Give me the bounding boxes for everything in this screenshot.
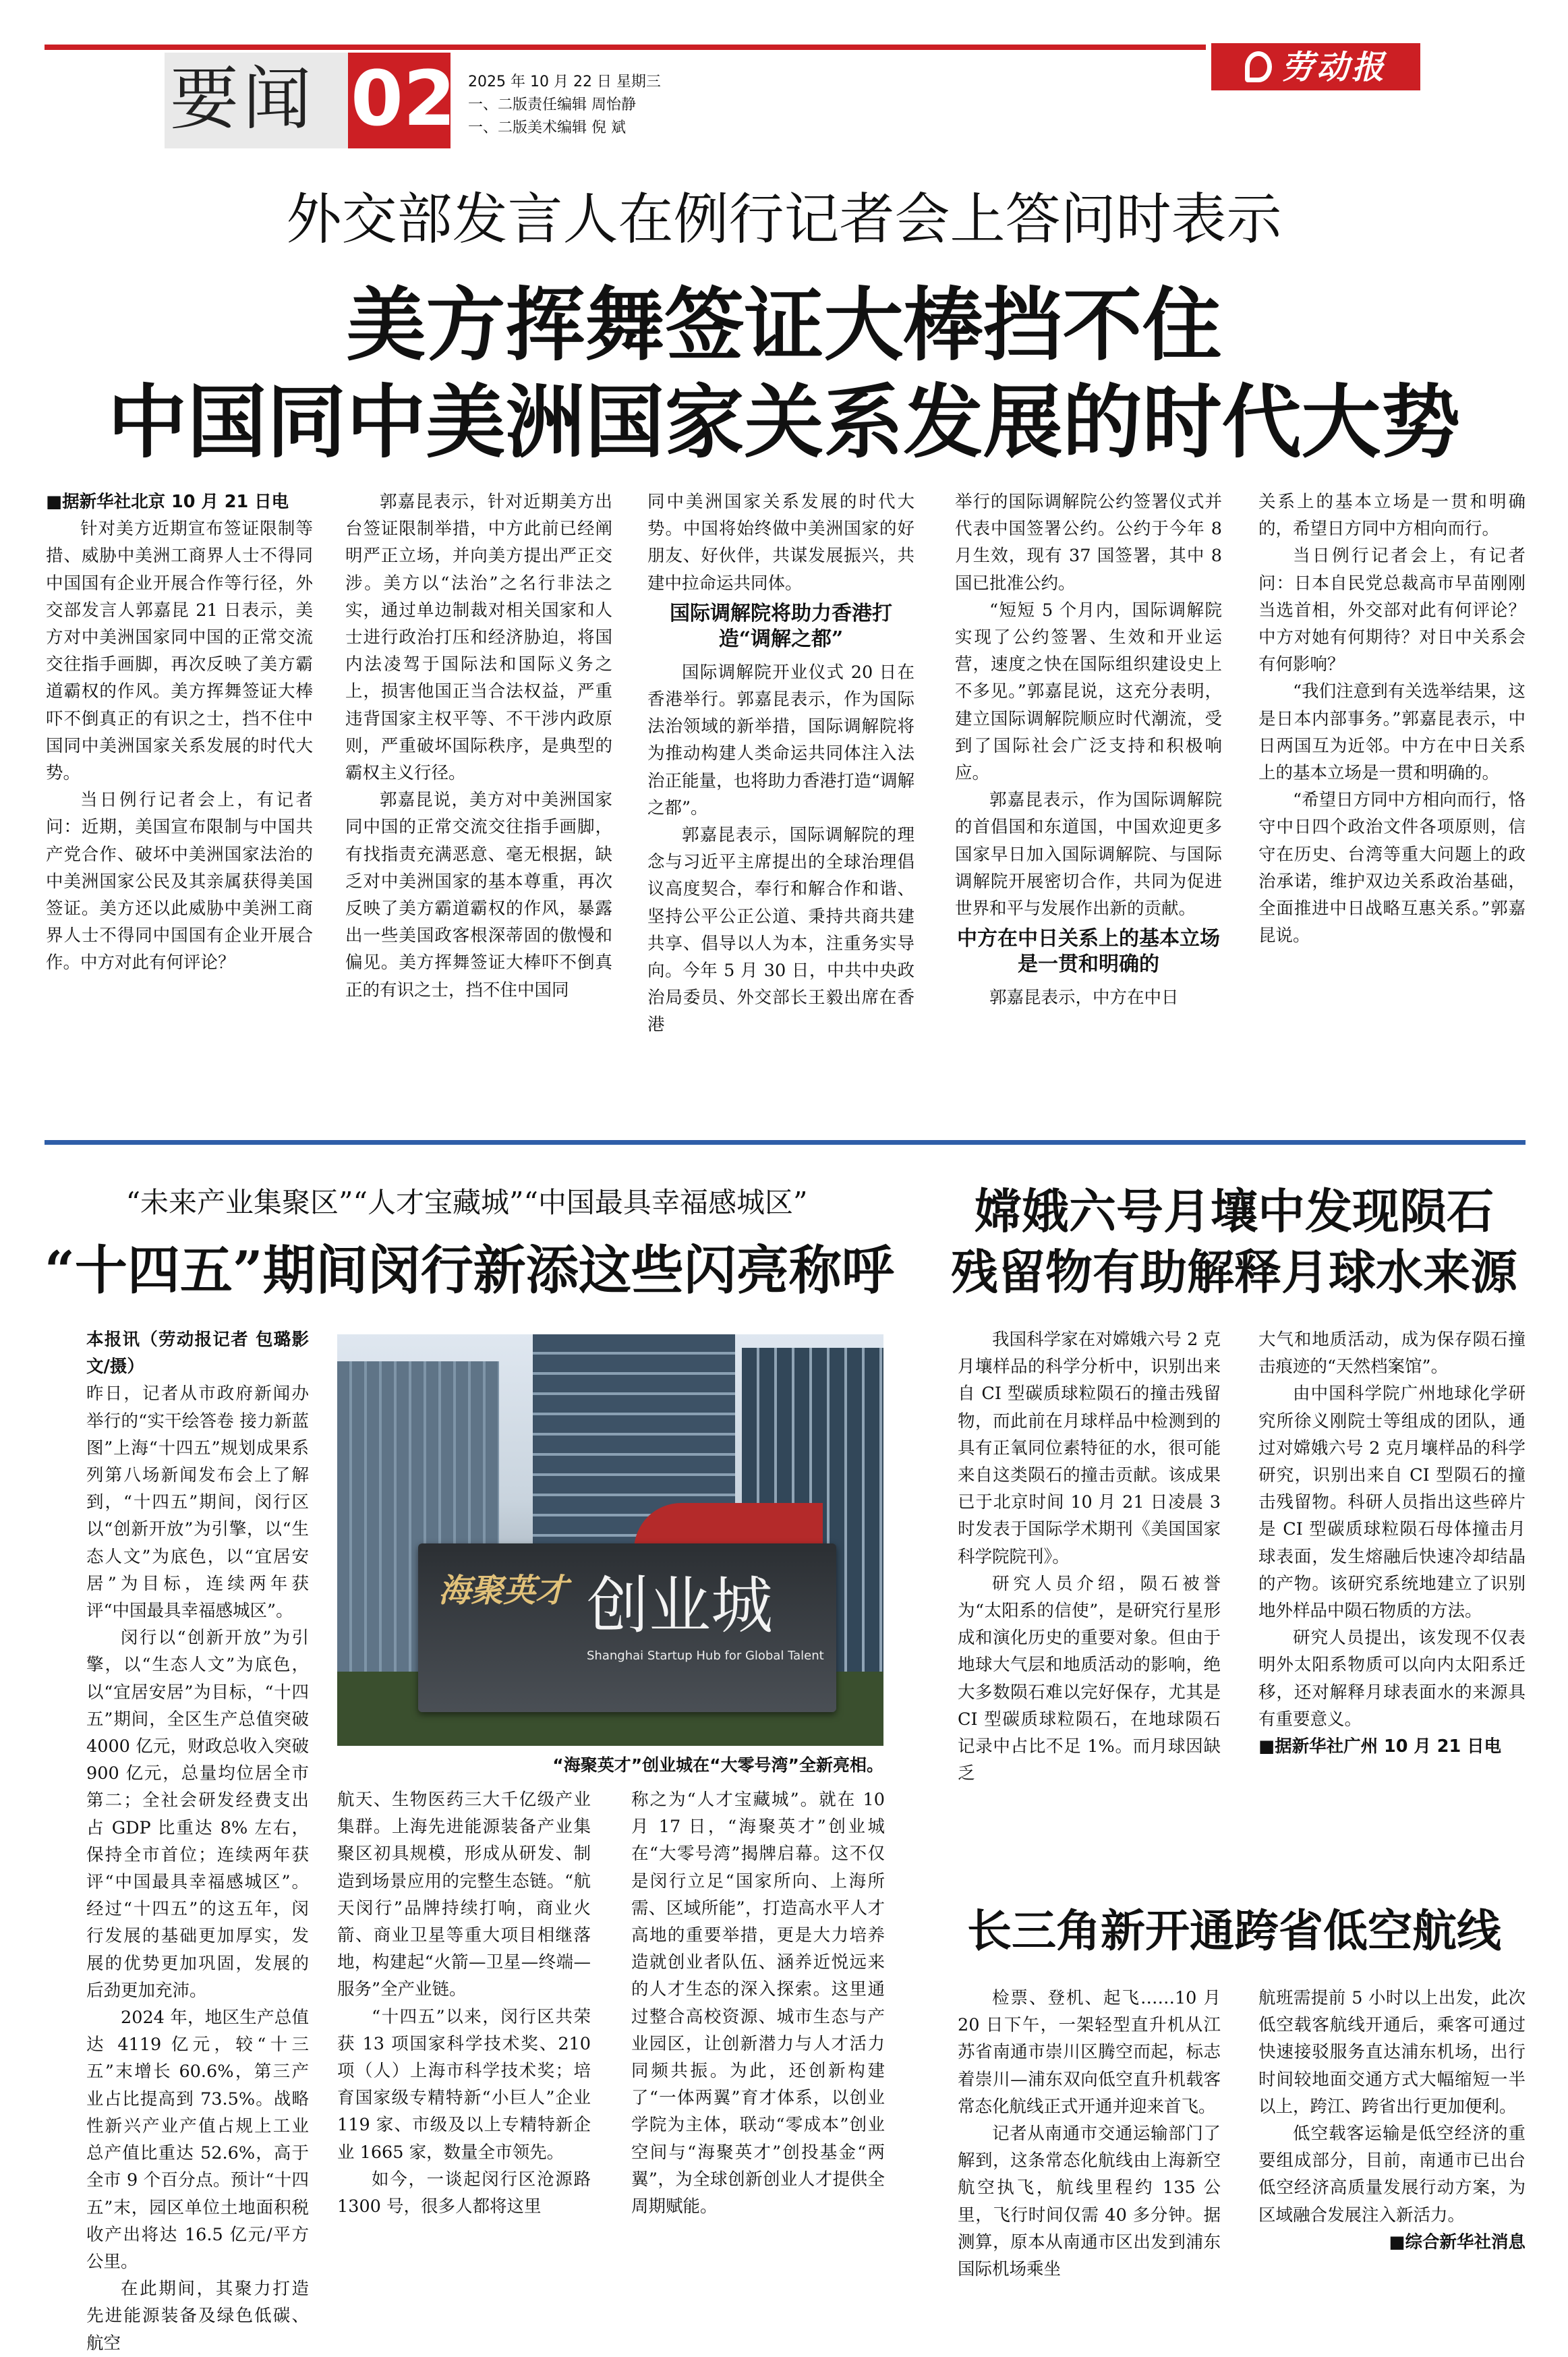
paragraph: 郭嘉昆表示，中方在中日 [989,988,1179,1009]
section-divider [45,1140,1526,1145]
paragraph: 郭嘉昆表示，针对近期美方出台签证限制举措，中方此前已经阐明严正立场，并向美方提出严正交涉。美方以“法治”之名行非法之实，通过单边制裁对相关国家和人士进行政治打压和经济胁迫，将国内法凌驾于国际法和国际义务之上，损害他国正当合法权益，严重违背国家主权平等、不干涉内政原则，严重破坏国际秩序，是典型的霸权主义行径。 [345,492,612,784]
sign-text-en: Shanghai Startup Hub for Global Talent [587,1649,824,1663]
paragraph: “短短 5 个月内，国际调解院实现了公约签署、生效和开业运营，速度之快在国际组织建设史上不多见。”郭嘉昆说，这充分表明，建立国际调解院顺应时代潮流，受到了国际社会广泛支持和积极响应。 [955,600,1222,784]
lead-headline-1: 美方挥舞签证大棒挡不住 [346,278,1222,372]
story2-kicker: “未来产业集聚区”“人才宝藏城”“中国最具幸福感城区” [125,1186,808,1219]
lead-headline-2: 中国同中美洲国家关系发展的时代大势 [107,375,1461,469]
paragraph: 低空载客运输是低空经济的重要组成部分，目前，南通市已出台低空经济高质量发展行动方案，为区域融合发展注入新活力。 [1258,2124,1526,2225]
subheading: 中方在中日关系上的基本立场是一贯和明确的 [957,927,1220,977]
page-number: 02 [351,55,456,143]
paragraph: 大气和地质活动，成为保存陨石撞击痕迹的“天然档案馆”。 [1258,1330,1526,1378]
paragraph: “希望日方同中方相向而行，恪守中日四个政治文件各项原则，信守在历史、台湾等重大问题上的政治承诺，维护双边关系政治基础，全面推进中日战略互惠关系。”郭嘉昆说。 [1258,790,1526,946]
lead-col-2 [345,488,612,1096]
sign-text-cn: 海聚英才 [438,1572,569,1610]
story2-col-2 [337,1786,591,2298]
story2-col-1 [86,1326,309,2354]
lead-col-3 [647,488,914,1096]
paragraph: 我国科学家在对嫦娥六号 2 克月壤样品的科学分析中，识别出来自 CI 型碳质球粒陨石的撞击残留物，而此前在月球样品中检测到的具有正氧同位素特征的水，很可能来自这类陨石的撞击贡献。该成果已于北京时间 10 月 21 日凌晨 3 时发表于国际学术期刊《美国国家科学院院刊》。 [958,1330,1221,1567]
paragraph: 同中美洲国家关系发展的时代大势。中国将始终做中美洲国家的好朋友、好伙伴，共谋发展振兴，共建中拉命运共同体。 [647,492,914,594]
issue-date: 2025 年 10 月 22 日 星期三 [468,74,661,90]
paragraph: 针对美方近期宣布签证限制等措、威胁中美洲工商界人士不得同中国国有企业开展合作等行径，外交部发言人郭嘉昆 21 日表示，美方对中美洲国家同中国的正常交流交往指手画脚，再次反映了美方霸道霸权的作风。美方挥舞签证大棒吓不倒真正的有识之士，挡不住中国同中美洲国家关系发展的时代大势。 [46,519,313,784]
paragraph: 研究人员提出，该发现不仅表明外太阳系物质可以向内太阳系迁移，还对解释月球表面水的来源具有重要意义。 [1258,1628,1526,1730]
lead-col-4 [955,488,1222,1096]
paragraph: “十四五”以来，闵行区共荣获 13 项国家科学技术奖、210 项（人）上海市科学技术奖；培育国家级专精特新“小巨人”企业 119 家、市级及以上专精特新企业 1665 家，数量全市领先。 [337,2006,591,2163]
source-credit: ■综合新华社消息 [1389,2232,1526,2252]
paragraph: 国际调解院开业仪式 20 日在香港举行。郭嘉昆表示，作为国际法治领域的新举措，国际调解院将为推动构建人类命运共同体注入法治正能量，也将助力香港打造“调解之都”。 [647,662,914,818]
paragraph: 航天、生物医药三大千亿级产业集群。上海先进能源装备产业集聚区初具规模，形成从研发、制造到场景应用的完整生态链。“航天闵行”品牌持续打响，商业火箭、商业卫星等重大项目相继落地，构建起“火箭—卫星—终端—服务”全产业链。 [337,1790,591,2000]
story2-col-3 [631,1786,885,2298]
paragraph: 记者从南通市交通运输部门了解到，这条常态化航线由上海新空航空执飞，航线里程约 135 公里，飞行时间仅需 40 多分钟。据测算，原本从南通市区出发到浦东国际机场乘坐 [958,2124,1221,2280]
story3-headline-2: 残留物有助解释月球水来源 [951,1244,1517,1300]
dateline: ■据新华社广州 10 月 21 日电 [1258,1736,1502,1757]
paragraph: 昨日，记者从市政府新闻办举行的“实干绘答卷 接力新蓝图”上海“十四五”规划成果系列第八场新闻发布会上了解到，“十四五”期间，闵行区以“创新开放”为引擎，以“生态人文”为底色，以“宜居安居”为目标，连续两年获评“中国最具幸福感城区”。 [86,1384,309,1622]
paragraph: 闵行以“创新开放”为引擎，以“生态人文”为底色，以“宜居安居”为目标，“十四五”期间，全区生产总值突破 4000 亿元，财政总收入突破 900 亿元，总量均位居全市第二；全社会研发经费支出占 GDP 比重达 8% 左右，保持全市首位；连续两年获评“中国最具幸福感城区”。经过“十四五”的这五年，闵行发展的基础更加厚实，发展的优势更加巩固，发展的后劲更加充沛。 [86,1628,309,2001]
paragraph: 郭嘉昆表示，国际调解院的理念与习近平主席提出的全球治理倡议高度契合，奉行和解合作和谐、坚持公平公正公道、秉持共商共建共享、倡导以人为本，注重务实导向。今年 5 月 30 日，中共中央政治局委员、外交部长王毅出席在香港 [647,825,914,1035]
sign-text-big: 创业城 [587,1570,774,1642]
paragraph: 关系上的基本立场是一贯和明确的，希望日方同中方相向而行。 [1258,492,1526,540]
paragraph: 郭嘉昆表示，作为国际调解院的首倡国和东道国，中国欢迎更多国家早日加入国际调解院、与国际调解院开展密切合作，共同为促进世界和平与发展作出新的贡献。 [955,790,1222,919]
story2-photo [337,1334,883,1746]
story3-headline-1: 嫦娥六号月壤中发现陨石 [975,1183,1494,1239]
story4-col-1 [958,1985,1221,2302]
paragraph: 当日例行记者会上，有记者问：近期，美国宣布限制与中国共产党合作、破坏中美洲国家法治的中美洲国家公民及其亲属获得美国签证。美方还以此威胁中美洲工商界人士不得同中国国有企业开展合作。中方对此有何评论？ [46,790,313,973]
section-title: 要闻 [170,59,316,140]
dateline: ■据新华社北京 10 月 21 日电 [46,492,289,512]
art-editor: 一、二版美术编辑 倪 斌 [468,119,626,136]
paragraph: 研究人员介绍，陨石被誉为“太阳系的信使”，是研究行星形成和演化历史的重要对象。但由于地球大气层和地质活动的影响，绝大多数陨石难以完好保存，尤其是 CI 型碳质球粒陨石，在地球陨石记录中占比不足 1%。而月球因缺乏 [958,1573,1221,1784]
paragraph: 航班需提前 5 小时以上出发，此次低空载客航线开通后，乘客可通过快速接驳服务直达浦东机场，出行时间较地面交通方式大幅缩短一半以上，跨江、跨省出行更加便利。 [1258,1988,1526,2117]
byline: 本报讯（劳动报记者 包璐影 文/摄） [86,1330,309,1378]
paragraph: 由中国科学院广州地球化学研究所徐义刚院士等组成的团队，通过对嫦娥六号 2 克月壤样品的科学研究，识别出来自 CI 型陨石的撞击残留物。科研人员指出这些碎片是 CI 型碳质球粒陨石母体撞击月球表面，发生熔融后快速冷却结晶的产物。该研究系统地建立了识别地外样品中陨石物质的方法。 [1258,1384,1526,1622]
paragraph: 称之为“人才宝藏城”。就在 10 月 17 日，“海聚英才”创业城在“大零号湾”揭牌启幕。这不仅是闵行立足“国家所向、上海所需、区域所能”，打造高水平人才高地的重要举措，更是大力培养造就创业者队伍、涵养近悦远来的人才生态的深入探索。这里通过整合高校资源、城市生态与产业园区，让创新潜力与人才活力同频共振。为此，还创新构建了“一体两翼”育才体系，以创业学院为主体，联动“零成本”创业空间与“海聚英才”创投基金“两翼”，为全球创新创业人才提供全周期赋能。 [631,1790,885,2217]
story4-col-2 [1258,1985,1526,2302]
responsible-editor: 一、二版责任编辑 周怡静 [468,96,636,113]
lead-col-5 [1258,488,1526,1096]
paragraph: 如今，一谈起闵行区沧源路 1300 号，很多人都将这里 [337,2169,591,2217]
subheading: 国际调解院将助力香港打造“调解之都” [670,601,892,651]
paper-name: 劳动报 [1281,49,1387,86]
paper-logo-icon [1245,51,1272,82]
story3-col-2 [1258,1326,1526,1960]
lead-kicker: 外交部发言人在例行记者会上答问时表示 [286,188,1282,252]
top-red-rule [45,45,1206,50]
paragraph: 在此期间，其聚力打造先进能源装备及绿色低碳、航空 [86,2279,309,2354]
story4-headline: 长三角新开通跨省低空航线 [967,1904,1501,1957]
story2-headline: “十四五”期间闵行新添这些闪亮称呼 [45,1240,894,1301]
photo-caption: “海聚英才”创业城在“大零号湾”全新亮相。 [552,1755,883,1775]
paragraph: “我们注意到有关选举结果，这是日本内部事务。”郭嘉昆表示，中日两国互为近邻。中方在中日关系上的基本立场是一贯和明确的。 [1258,681,1526,784]
paragraph: 2024 年，地区生产总值达 4119 亿元，较“十三五”末增长 60.6%，第三产业占比提高到 73.5%。战略性新兴产业产值占规上工业总产值比重达 52.6%，高于全市 9 个百分点。预计“十四五”末，园区单位土地面积税收产出将达 16.5 亿元/平方公里。 [86,2008,309,2272]
lead-col-1 [46,488,313,1096]
story3-col-1 [958,1326,1221,1960]
paragraph: 举行的国际调解院公约签署仪式并代表中国签署公约。公约于今年 8 月生效，现有 37 国签署，其中 8 国已批准公约。 [955,492,1222,594]
paragraph: 郭嘉昆说，美方对中美洲国家同中国的正常交流交往指手画脚，有找指责充满恶意、毫无根据，缺乏对中美洲国家的基本尊重，再次反映了美方霸道霸权的作风，暴露出一些美国政客根深蒂固的傲慢和偏见。美方挥舞签证大棒吓不倒真正的有识之士，挡不住中国同 [345,790,612,1000]
paragraph: 当日例行记者会上，有记者问：日本自民党总裁高市早苗刚刚当选首相，外交部对此有何评论？中方对她有何期待？对日中关系会有何影响？ [1258,546,1526,675]
paragraph: 检票、登机、起飞……10 月 20 日下午，一架轻型直升机从江苏省南通市崇川区腾空而起，标志着崇川—浦东双向低空直升机载客常态化航线正式开通并迎来首飞。 [958,1988,1221,2117]
